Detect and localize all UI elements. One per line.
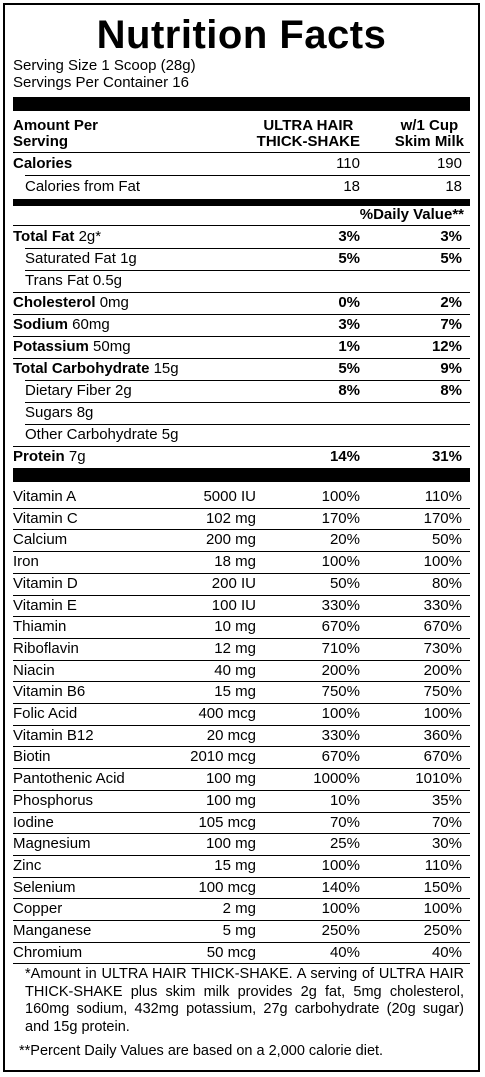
vitamin-dv-col1: 20% bbox=[329, 531, 360, 549]
vitamin-name: Selenium bbox=[13, 878, 76, 896]
vitamin-dv-col1: 200% bbox=[321, 661, 360, 679]
nutrient-label: Protein bbox=[13, 448, 65, 465]
divider bbox=[13, 446, 470, 447]
nutrient-label: Other Carbohydrate bbox=[25, 426, 158, 443]
vitamin-row bbox=[13, 812, 470, 833]
vitamin-name: Thiamin bbox=[13, 618, 67, 636]
vitamin-amount: 100 mcg bbox=[198, 878, 256, 896]
vitamin-dv-col2: 40% bbox=[431, 943, 462, 961]
nutrient-amount: 8g bbox=[76, 404, 94, 421]
vitamin-name: Niacin bbox=[13, 661, 55, 679]
nutrient-amount: 0.5g bbox=[92, 272, 123, 289]
vitamin-row bbox=[13, 529, 470, 550]
nutrient-dv-col1: 5% bbox=[338, 250, 360, 267]
vitamin-name: Vitamin A bbox=[13, 488, 77, 505]
vitamin-amount: 200 IU bbox=[211, 574, 256, 592]
servings-per-container: Servings Per Container 16 bbox=[13, 74, 189, 91]
vitamin-row bbox=[13, 616, 470, 637]
vitamin-row bbox=[13, 638, 470, 659]
vitamin-amount: 100 mg bbox=[205, 791, 256, 809]
vitamin-name: Phosphorus bbox=[13, 791, 94, 809]
vitamin-name: Vitamin B6 bbox=[13, 683, 86, 701]
vitamin-row bbox=[13, 768, 470, 789]
nutrient-dv-col1: 8% bbox=[338, 382, 360, 399]
serving-size: Serving Size 1 Scoop (28g) bbox=[13, 57, 196, 74]
calories-fat-row bbox=[13, 176, 470, 198]
vitamin-dv-col2: 110% bbox=[424, 856, 462, 874]
thick-divider bbox=[13, 97, 470, 111]
vitamin-dv-col2: 170% bbox=[423, 509, 462, 527]
vitamin-amount: 5000 IU bbox=[203, 488, 256, 505]
vitamin-name: Chromium bbox=[13, 943, 83, 961]
nutrient-amount: 2g bbox=[115, 382, 132, 399]
vitamin-row bbox=[13, 660, 470, 681]
vitamin-row bbox=[13, 898, 470, 919]
vitamin-name: Copper bbox=[13, 900, 63, 918]
nutrient-dv-col1: 1% bbox=[338, 338, 360, 355]
label-title: Nutrition Facts bbox=[96, 13, 387, 57]
vitamin-dv-col2: 330% bbox=[423, 596, 462, 614]
nutrient-amount: 2g* bbox=[78, 228, 102, 245]
nutrient-dv-col2: 8% bbox=[440, 382, 462, 399]
vitamin-row bbox=[13, 573, 470, 594]
vitamin-dv-col1: 10% bbox=[329, 791, 360, 809]
vitamin-name: Vitamin D bbox=[13, 574, 78, 592]
nutrient-amount: 0mg bbox=[99, 294, 129, 311]
nutrient-label: Trans Fat bbox=[25, 272, 89, 289]
nutrient-row bbox=[13, 270, 470, 292]
vitamin-dv-col2: 360% bbox=[423, 726, 462, 744]
divider bbox=[25, 380, 470, 381]
vitamin-amount: 40 mg bbox=[214, 661, 256, 679]
nutrition-label bbox=[3, 3, 480, 1072]
vitamin-name: Vitamin E bbox=[13, 596, 77, 614]
vitamin-amount: 100 IU bbox=[211, 596, 256, 614]
divider bbox=[13, 314, 470, 315]
calories-label: Calories bbox=[13, 155, 73, 172]
nutrient-row bbox=[13, 424, 470, 446]
vitamin-amount: 400 mcg bbox=[198, 705, 256, 722]
nutrient-dv-col1: 3% bbox=[338, 316, 360, 333]
vitamin-dv-col1: 330% bbox=[321, 596, 360, 614]
nutrient-name bbox=[13, 226, 101, 248]
vitamin-dv-col2: 70% bbox=[431, 813, 462, 831]
vitamin-dv-col2: 200% bbox=[423, 661, 462, 679]
vitamin-name: Folic Acid bbox=[13, 705, 78, 722]
nutrient-row bbox=[13, 292, 470, 314]
vitamin-dv-col2: 670% bbox=[423, 748, 462, 766]
nutrient-amount: 7g bbox=[68, 448, 86, 465]
amount-per-serving-header: Amount Per Serving bbox=[13, 117, 99, 150]
column-header-shake: ULTRA HAIR THICK-SHAKE bbox=[256, 117, 360, 150]
vitamin-dv-col2: 35% bbox=[431, 791, 462, 809]
vitamin-name: Riboflavin bbox=[13, 639, 79, 657]
nutrient-dv-col2: 3% bbox=[440, 228, 462, 245]
nutrient-name bbox=[25, 402, 93, 424]
vitamin-dv-col2: 110% bbox=[424, 488, 462, 505]
nutrient-dv-col2: 2% bbox=[440, 294, 462, 311]
vitamin-amount: 18 mg bbox=[214, 553, 256, 571]
nutrient-name bbox=[25, 380, 132, 402]
vitamin-dv-col2: 100% bbox=[423, 705, 462, 722]
divider bbox=[25, 424, 470, 425]
nutrient-dv-col2: 12% bbox=[431, 338, 462, 355]
nutrient-name bbox=[25, 424, 178, 446]
vitamin-row bbox=[13, 681, 470, 702]
nutrient-label: Total Carbohydrate bbox=[13, 360, 150, 377]
vitamin-dv-col1: 170% bbox=[321, 509, 360, 527]
vitamin-dv-col1: 330% bbox=[321, 726, 360, 744]
vitamin-amount: 15 mg bbox=[214, 856, 256, 874]
vitamin-row bbox=[13, 595, 470, 616]
vitamin-dv-col1: 140% bbox=[321, 878, 360, 896]
vitamin-dv-col2: 150% bbox=[423, 878, 462, 896]
vitamin-amount: 10 mg bbox=[214, 618, 256, 636]
calories-col1: 110 bbox=[336, 155, 360, 172]
nutrient-dv-col1: 0% bbox=[338, 294, 360, 311]
nutrient-row bbox=[13, 446, 470, 468]
calories-col2: 190 bbox=[436, 155, 462, 172]
nutrient-dv-col2: 9% bbox=[440, 360, 462, 377]
nutrient-row bbox=[13, 336, 470, 358]
calories-fat-label: Calories from Fat bbox=[25, 178, 141, 195]
nutrient-label: Potassium bbox=[13, 338, 89, 355]
nutrient-row bbox=[13, 402, 470, 424]
nutrient-name bbox=[13, 358, 179, 380]
nutrient-amount: 15g bbox=[153, 360, 179, 377]
calories-row bbox=[13, 153, 470, 175]
divider bbox=[25, 248, 470, 249]
vitamin-dv-col2: 100% bbox=[423, 900, 462, 918]
nutrient-label: Total Fat bbox=[13, 228, 75, 245]
nutrient-amount: 60mg bbox=[72, 316, 110, 333]
vitamin-dv-col1: 100% bbox=[321, 553, 360, 571]
nutrient-dv-col1: 5% bbox=[338, 360, 360, 377]
vitamin-amount: 5 mg bbox=[222, 922, 256, 939]
nutrient-row bbox=[13, 358, 470, 380]
vitamin-name: Zinc bbox=[13, 856, 42, 874]
vitamin-amount: 2 mg bbox=[222, 900, 256, 918]
vitamin-row bbox=[13, 877, 470, 898]
nutrient-row bbox=[13, 314, 470, 336]
daily-value-header: %Daily Value** bbox=[359, 206, 464, 223]
footnote-daily-value: **Percent Daily Values are based on a 2,000 calorie diet. bbox=[19, 1043, 384, 1059]
vitamin-name: Vitamin B12 bbox=[13, 726, 94, 744]
vitamin-dv-col2: 670% bbox=[423, 618, 462, 636]
vitamin-dv-col1: 50% bbox=[329, 574, 360, 592]
nutrient-name bbox=[13, 314, 110, 336]
nutrient-amount: 50mg bbox=[93, 338, 131, 355]
vitamin-row bbox=[13, 551, 470, 572]
vitamin-amount: 200 mg bbox=[205, 531, 256, 549]
nutrient-dv-col1: 3% bbox=[338, 228, 360, 245]
vitamin-amount: 15 mg bbox=[214, 683, 256, 701]
vitamin-dv-col1: 750% bbox=[321, 683, 360, 701]
divider bbox=[25, 270, 470, 271]
vitamin-row bbox=[13, 703, 470, 724]
vitamin-dv-col1: 100% bbox=[321, 856, 360, 874]
nutrient-name bbox=[13, 336, 131, 358]
vitamin-name: Manganese bbox=[13, 922, 92, 939]
vitamin-dv-col2: 750% bbox=[423, 683, 462, 701]
vitamin-row bbox=[13, 746, 470, 767]
vitamin-dv-col1: 70% bbox=[329, 813, 360, 831]
vitamin-row bbox=[13, 942, 470, 963]
vitamin-amount: 50 mcg bbox=[206, 943, 256, 961]
vitamin-name: Magnesium bbox=[13, 835, 91, 853]
vitamin-dv-col1: 25% bbox=[329, 835, 360, 853]
vitamin-row bbox=[13, 920, 470, 941]
vitamin-amount: 105 mcg bbox=[198, 813, 256, 831]
vitamin-amount: 102 mg bbox=[205, 509, 256, 527]
nutrient-dv-col2: 7% bbox=[440, 316, 462, 333]
nutrient-dv-col2: 5% bbox=[440, 250, 462, 267]
nutrient-label: Sugars bbox=[25, 404, 73, 421]
vitamin-row bbox=[13, 486, 470, 507]
nutrient-dv-col1: 14% bbox=[329, 448, 360, 465]
vitamin-dv-col2: 730% bbox=[423, 639, 462, 657]
vitamin-name: Calcium bbox=[13, 531, 68, 549]
vitamin-amount: 2010 mcg bbox=[190, 748, 256, 766]
vitamin-dv-col1: 670% bbox=[321, 748, 360, 766]
nutrient-name bbox=[13, 446, 86, 468]
divider bbox=[13, 963, 470, 964]
nutrient-row bbox=[13, 248, 470, 270]
nutrient-dv-col2: 31% bbox=[431, 448, 462, 465]
vitamin-row bbox=[13, 833, 470, 854]
vitamin-dv-col1: 100% bbox=[321, 705, 360, 722]
vitamin-dv-col1: 1000% bbox=[313, 770, 360, 788]
vitamin-name: Iodine bbox=[13, 813, 54, 831]
nutrient-amount: 1g bbox=[120, 250, 137, 267]
vitamin-row bbox=[13, 508, 470, 529]
footnote-amount: *Amount in ULTRA HAIR THICK-SHAKE. A serving of ULTRA HAIR THICK-SHAKE plus skim milk provides 2g fat, 5mg cholesterol, 160mg sodium, 432mg potassium, 27g carbohydrate (20g sugar) and 15g protein. bbox=[25, 966, 464, 1035]
vitamin-row bbox=[13, 725, 470, 746]
vitamin-dv-col2: 1010% bbox=[415, 770, 462, 788]
vitamin-dv-col2: 80% bbox=[431, 574, 462, 592]
vitamin-dv-col2: 250% bbox=[423, 922, 462, 939]
divider bbox=[13, 336, 470, 337]
vitamin-dv-col1: 100% bbox=[321, 488, 360, 505]
vitamin-dv-col2: 100% bbox=[423, 553, 462, 571]
divider bbox=[13, 292, 470, 293]
nutrient-amount: 5g bbox=[161, 426, 179, 443]
vitamin-amount: 12 mg bbox=[214, 639, 256, 657]
nutrient-name bbox=[25, 248, 137, 270]
nutrient-row bbox=[13, 226, 470, 248]
vitamin-dv-col1: 710% bbox=[321, 639, 360, 657]
vitamin-dv-col2: 50% bbox=[431, 531, 462, 549]
vitamin-name: Vitamin C bbox=[13, 509, 78, 527]
vitamin-name: Pantothenic Acid bbox=[13, 770, 125, 788]
vitamin-row bbox=[13, 855, 470, 876]
divider bbox=[25, 402, 470, 403]
vitamin-amount: 100 mg bbox=[205, 770, 256, 788]
nutrient-name bbox=[13, 292, 129, 314]
nutrient-label: Saturated Fat bbox=[25, 250, 116, 267]
nutrient-label: Sodium bbox=[13, 316, 68, 333]
divider bbox=[13, 358, 470, 359]
vitamin-dv-col2: 30% bbox=[431, 835, 462, 853]
vitamin-dv-col1: 670% bbox=[321, 618, 360, 636]
vitamin-dv-col1: 100% bbox=[321, 900, 360, 918]
nutrient-row bbox=[13, 380, 470, 402]
vitamin-name: Biotin bbox=[13, 748, 51, 766]
vitamin-name: Iron bbox=[13, 553, 39, 571]
vitamin-amount: 100 mg bbox=[205, 835, 256, 853]
vitamin-row bbox=[13, 790, 470, 811]
nutrient-label: Dietary Fiber bbox=[25, 382, 111, 399]
calories-fat-col1: 18 bbox=[343, 178, 360, 195]
column-header-skim-milk: w/1 Cup Skim Milk bbox=[394, 117, 464, 150]
vitamin-dv-col1: 40% bbox=[329, 943, 360, 961]
vitamin-dv-col1: 250% bbox=[321, 922, 360, 939]
calories-fat-col2: 18 bbox=[445, 178, 462, 195]
thick-divider bbox=[13, 468, 470, 482]
nutrient-name bbox=[25, 270, 122, 292]
vitamin-amount: 20 mcg bbox=[206, 726, 256, 744]
nutrient-label: Cholesterol bbox=[13, 294, 96, 311]
